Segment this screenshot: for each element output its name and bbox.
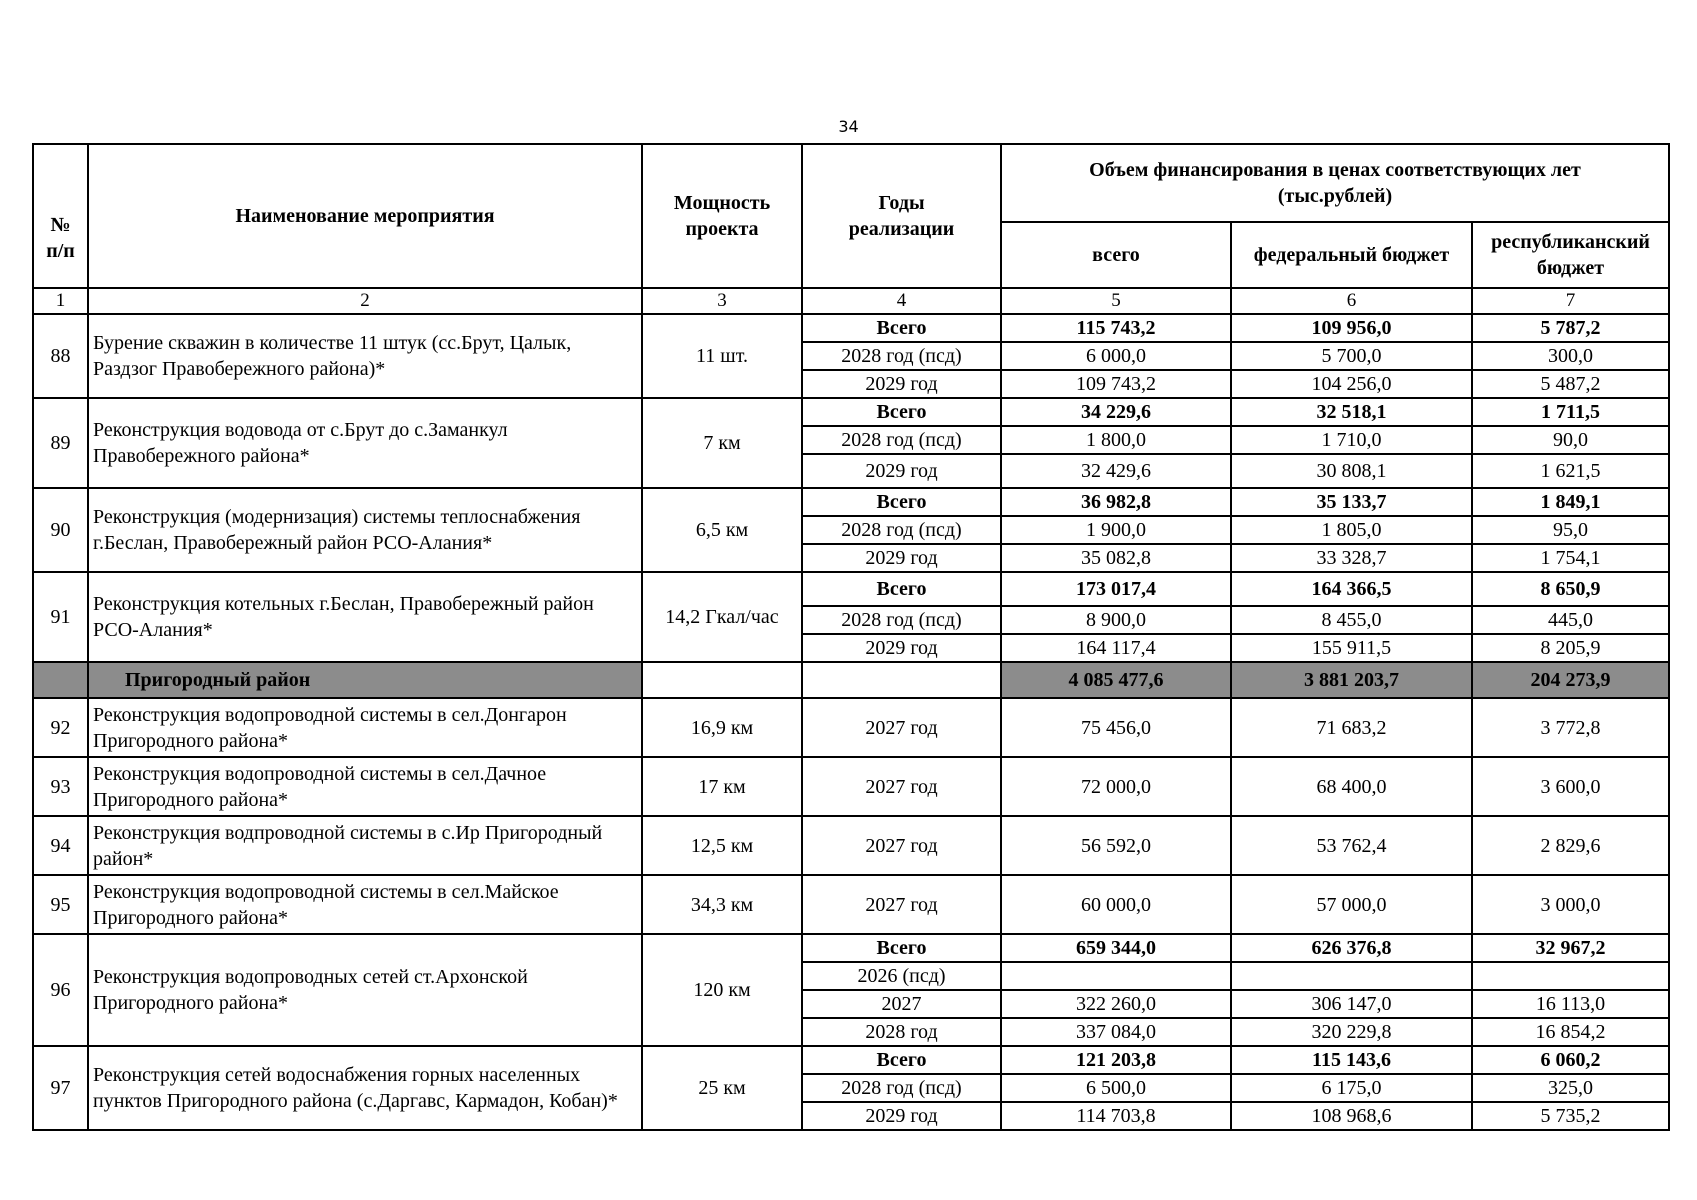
republic-cell: 2 829,6 <box>1472 816 1669 875</box>
federal-cell: 71 683,2 <box>1231 698 1472 757</box>
total-cell: 121 203,8 <box>1001 1046 1231 1074</box>
project-capacity: 16,9 км <box>642 698 802 757</box>
project-number: 92 <box>33 698 88 757</box>
federal-cell: 68 400,0 <box>1231 757 1472 816</box>
header-capacity: Мощность проекта <box>642 144 802 288</box>
project-capacity: 34,3 км <box>642 875 802 934</box>
year-cell: Всего <box>802 934 1001 962</box>
year-cell: 2027 <box>802 990 1001 1018</box>
total-cell: 115 743,2 <box>1001 314 1231 342</box>
federal-cell: 626 376,8 <box>1231 934 1472 962</box>
project-name: Реконструкция водопроводной системы в сел.Дачное Пригородного района* <box>88 757 642 816</box>
federal-cell: 5 700,0 <box>1231 342 1472 370</box>
project-capacity: 12,5 км <box>642 816 802 875</box>
year-cell: Всего <box>802 398 1001 426</box>
project-row <box>33 314 1669 342</box>
year-cell: Всего <box>802 572 1001 606</box>
header-years: Годы реализации <box>802 144 1001 288</box>
federal-cell: 57 000,0 <box>1231 875 1472 934</box>
project-name: Реконструкция котельных г.Беслан, Правобережный район РСО-Алания* <box>88 572 642 662</box>
republic-cell: 5 487,2 <box>1472 370 1669 398</box>
federal-cell: 32 518,1 <box>1231 398 1472 426</box>
republic-cell: 5 787,2 <box>1472 314 1669 342</box>
project-row <box>33 875 1669 934</box>
project-name: Реконструкция водопроводной системы в сел.Донгарон Пригородного района* <box>88 698 642 757</box>
year-cell: 2029 год <box>802 1102 1001 1130</box>
project-number: 97 <box>33 1046 88 1130</box>
year-cell: 2026 (псд) <box>802 962 1001 990</box>
page-number: 34 <box>838 117 859 136</box>
federal-cell: 1 710,0 <box>1231 426 1472 454</box>
financing-table <box>32 143 1670 1131</box>
republic-cell: 325,0 <box>1472 1074 1669 1102</box>
project-number: 93 <box>33 757 88 816</box>
republic-cell: 300,0 <box>1472 342 1669 370</box>
federal-cell: 155 911,5 <box>1231 634 1472 662</box>
project-row <box>33 572 1669 606</box>
federal-cell <box>1231 962 1472 990</box>
header-funding: Объем финансирования в ценах соответствующих лет (тыс.рублей) <box>1001 144 1669 222</box>
total-cell: 109 743,2 <box>1001 370 1231 398</box>
year-cell: 2028 год (псд) <box>802 1074 1001 1102</box>
project-capacity: 7 км <box>642 398 802 488</box>
project-number: 90 <box>33 488 88 572</box>
project-number: 91 <box>33 572 88 662</box>
project-row <box>33 488 1669 516</box>
total-cell: 35 082,8 <box>1001 544 1231 572</box>
republic-cell: 3 000,0 <box>1472 875 1669 934</box>
year-cell: 2029 год <box>802 634 1001 662</box>
year-cell: 2027 год <box>802 698 1001 757</box>
federal-cell: 53 762,4 <box>1231 816 1472 875</box>
project-capacity: 120 км <box>642 934 802 1046</box>
total-cell <box>1001 962 1231 990</box>
project-name: Бурение скважин в количестве 11 штук (сс.Брут, Цалык, Раздзог Правобережного района)* <box>88 314 642 398</box>
header-republic: республиканский бюджет <box>1472 222 1669 288</box>
district-total: 4 085 477,6 <box>1001 662 1231 698</box>
year-cell: Всего <box>802 314 1001 342</box>
project-number: 94 <box>33 816 88 875</box>
project-name: Реконструкция водпроводной системы в с.Ир Пригородный район* <box>88 816 642 875</box>
year-cell: 2028 год <box>802 1018 1001 1046</box>
header-num: № п/п <box>33 144 88 288</box>
year-cell: Всего <box>802 1046 1001 1074</box>
total-cell: 114 703,8 <box>1001 1102 1231 1130</box>
republic-cell: 1 754,1 <box>1472 544 1669 572</box>
year-cell: 2027 год <box>802 875 1001 934</box>
district-capacity <box>642 662 802 698</box>
project-capacity: 25 км <box>642 1046 802 1130</box>
total-cell: 322 260,0 <box>1001 990 1231 1018</box>
year-cell: 2028 год (псд) <box>802 342 1001 370</box>
total-cell: 6 000,0 <box>1001 342 1231 370</box>
republic-cell: 1 621,5 <box>1472 454 1669 488</box>
federal-cell: 1 805,0 <box>1231 516 1472 544</box>
column-number: 4 <box>802 288 1001 314</box>
project-number: 89 <box>33 398 88 488</box>
republic-cell: 8 650,9 <box>1472 572 1669 606</box>
republic-cell: 32 967,2 <box>1472 934 1669 962</box>
total-cell: 164 117,4 <box>1001 634 1231 662</box>
total-cell: 6 500,0 <box>1001 1074 1231 1102</box>
federal-cell: 35 133,7 <box>1231 488 1472 516</box>
total-cell: 36 982,8 <box>1001 488 1231 516</box>
column-number: 1 <box>33 288 88 314</box>
total-cell: 32 429,6 <box>1001 454 1231 488</box>
project-row <box>33 816 1669 875</box>
total-cell: 1 800,0 <box>1001 426 1231 454</box>
republic-cell <box>1472 962 1669 990</box>
header-name: Наименование мероприятия <box>88 144 642 288</box>
district-years <box>802 662 1001 698</box>
republic-cell: 3 600,0 <box>1472 757 1669 816</box>
header-total: всего <box>1001 222 1231 288</box>
republic-cell: 90,0 <box>1472 426 1669 454</box>
federal-cell: 33 328,7 <box>1231 544 1472 572</box>
total-cell: 34 229,6 <box>1001 398 1231 426</box>
year-cell: 2029 год <box>802 544 1001 572</box>
total-cell: 1 900,0 <box>1001 516 1231 544</box>
project-row <box>33 698 1669 757</box>
project-number: 95 <box>33 875 88 934</box>
column-number: 2 <box>88 288 642 314</box>
project-name: Реконструкция водопроводных сетей ст.Архонской Пригородного района* <box>88 934 642 1046</box>
republic-cell: 6 060,2 <box>1472 1046 1669 1074</box>
column-number: 7 <box>1472 288 1669 314</box>
republic-cell: 16 113,0 <box>1472 990 1669 1018</box>
federal-cell: 164 366,5 <box>1231 572 1472 606</box>
project-name: Реконструкция водовода от с.Брут до с.Заманкул Правобережного района* <box>88 398 642 488</box>
total-cell: 56 592,0 <box>1001 816 1231 875</box>
column-number: 3 <box>642 288 802 314</box>
header-federal: федеральный бюджет <box>1231 222 1472 288</box>
republic-cell: 5 735,2 <box>1472 1102 1669 1130</box>
federal-cell: 109 956,0 <box>1231 314 1472 342</box>
project-row <box>33 934 1669 962</box>
district-name: Пригородный район <box>88 662 642 698</box>
republic-cell: 3 772,8 <box>1472 698 1669 757</box>
district-republic: 204 273,9 <box>1472 662 1669 698</box>
project-name: Реконструкция водопроводной системы в сел.Майское Пригородного района* <box>88 875 642 934</box>
column-numbers-row <box>33 288 1669 314</box>
federal-cell: 30 808,1 <box>1231 454 1472 488</box>
project-row <box>33 1046 1669 1074</box>
project-number: 96 <box>33 934 88 1046</box>
total-cell: 659 344,0 <box>1001 934 1231 962</box>
federal-cell: 306 147,0 <box>1231 990 1472 1018</box>
project-capacity: 11 шт. <box>642 314 802 398</box>
district-num <box>33 662 88 698</box>
federal-cell: 115 143,6 <box>1231 1046 1472 1074</box>
total-cell: 337 084,0 <box>1001 1018 1231 1046</box>
district-federal: 3 881 203,7 <box>1231 662 1472 698</box>
year-cell: 2027 год <box>802 757 1001 816</box>
total-cell: 72 000,0 <box>1001 757 1231 816</box>
year-cell: 2028 год (псд) <box>802 516 1001 544</box>
republic-cell: 1 849,1 <box>1472 488 1669 516</box>
project-capacity: 17 км <box>642 757 802 816</box>
year-cell: 2028 год (псд) <box>802 606 1001 634</box>
project-name: Реконструкция сетей водоснабжения горных населенных пунктов Пригородного района (с.Даргавс, Кармадон, Кобан)* <box>88 1046 642 1130</box>
project-row <box>33 757 1669 816</box>
republic-cell: 445,0 <box>1472 606 1669 634</box>
year-cell: 2027 год <box>802 816 1001 875</box>
federal-cell: 320 229,8 <box>1231 1018 1472 1046</box>
republic-cell: 1 711,5 <box>1472 398 1669 426</box>
project-capacity: 14,2 Гкал/час <box>642 572 802 662</box>
republic-cell: 8 205,9 <box>1472 634 1669 662</box>
federal-cell: 104 256,0 <box>1231 370 1472 398</box>
year-cell: 2029 год <box>802 370 1001 398</box>
federal-cell: 6 175,0 <box>1231 1074 1472 1102</box>
total-cell: 75 456,0 <box>1001 698 1231 757</box>
federal-cell: 108 968,6 <box>1231 1102 1472 1130</box>
republic-cell: 95,0 <box>1472 516 1669 544</box>
total-cell: 60 000,0 <box>1001 875 1231 934</box>
project-number: 88 <box>33 314 88 398</box>
year-cell: 2029 год <box>802 454 1001 488</box>
project-capacity: 6,5 км <box>642 488 802 572</box>
project-row <box>33 398 1669 426</box>
column-number: 5 <box>1001 288 1231 314</box>
total-cell: 8 900,0 <box>1001 606 1231 634</box>
year-cell: Всего <box>802 488 1001 516</box>
total-cell: 173 017,4 <box>1001 572 1231 606</box>
district-row <box>33 662 1669 698</box>
federal-cell: 8 455,0 <box>1231 606 1472 634</box>
year-cell: 2028 год (псд) <box>802 426 1001 454</box>
republic-cell: 16 854,2 <box>1472 1018 1669 1046</box>
project-name: Реконструкция (модернизация) системы теплоснабжения г.Беслан, Правобережный район РСО-Алания* <box>88 488 642 572</box>
column-number: 6 <box>1231 288 1472 314</box>
